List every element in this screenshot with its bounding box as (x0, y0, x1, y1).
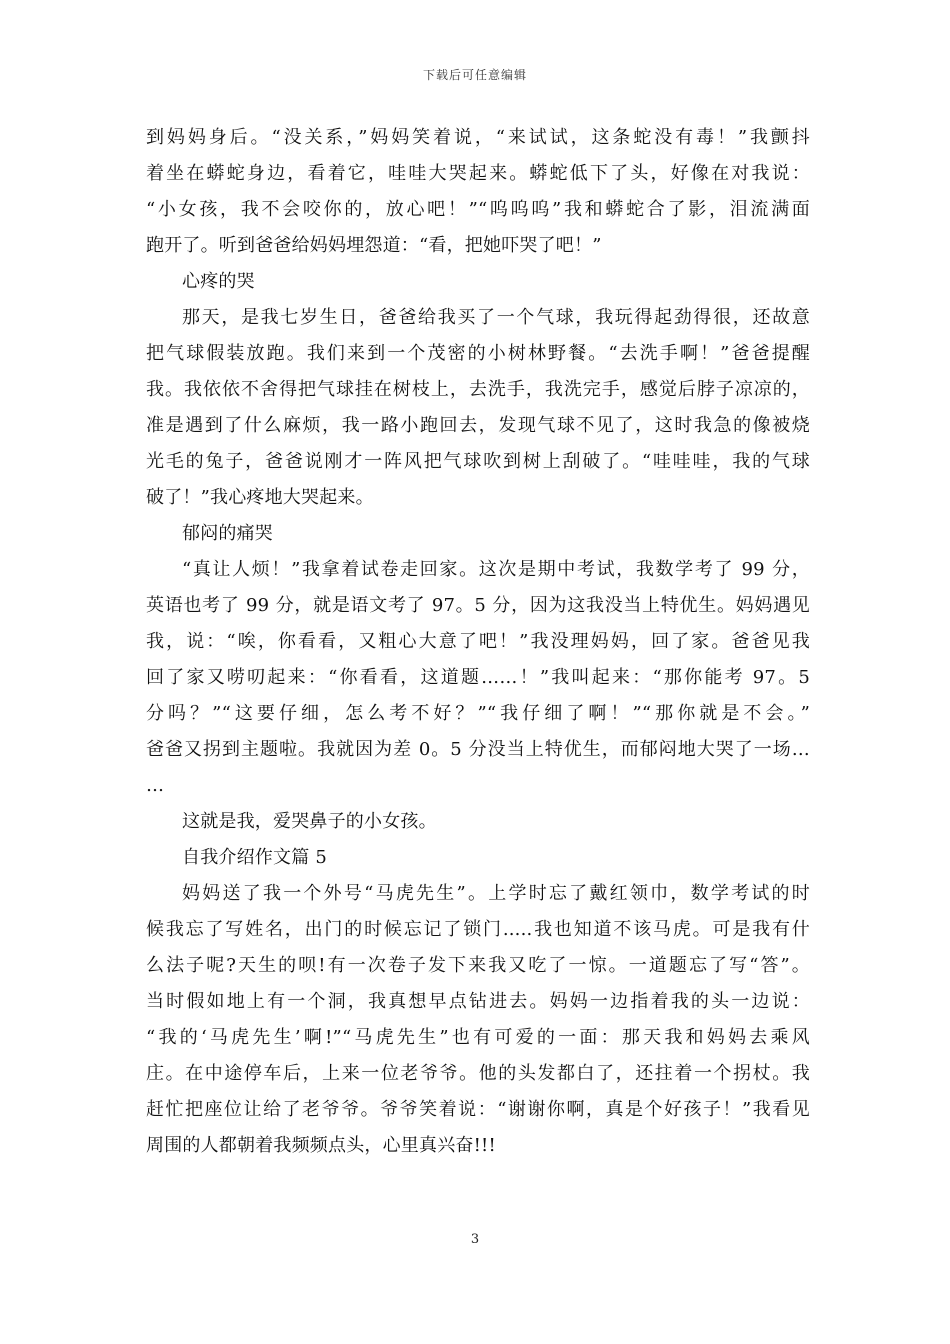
text-line: “小女孩，我不会咬你的，放心吧！”“呜呜呜”我和蟒蛇合了影，泪流满面 (146, 199, 810, 220)
text-line: 把气球假装放跑。我们来到一个茂密的小树林野餐。“去洗手啊！”爸爸提醒 (146, 343, 810, 364)
paragraph (146, 300, 810, 516)
text-line: 庄。在中途停车后，上来一位老爷爷。他的头发都白了，还拄着一个拐杖。我 (146, 1063, 810, 1084)
text-line: “我的‘马虎先生’啊!”“马虎先生”也有可爱的一面：那天我和妈妈去乘风 (146, 1027, 810, 1048)
page-number: 3 (470, 1232, 480, 1247)
paragraph (146, 120, 810, 264)
text-line: 破了！”我心疼地大哭起来。 (146, 487, 374, 508)
text-line: 赶忙把座位让给了老爷爷。爷爷笑着说：“谢谢你啊，真是个好孩子！”我看见 (146, 1099, 810, 1120)
text-line: 准是遇到了什么麻烦，我一路小跑回去，发现气球不见了，这时我急的像被烧 (146, 415, 810, 436)
text-line: 当时假如地上有一个洞，我真想早点钻进去。妈妈一边指着我的头一边说： (146, 991, 810, 1012)
text-line: “真让人烦！”我拿着试卷走回家。这次是期中考试，我数学考了 99 分， (182, 559, 810, 580)
paragraph (146, 876, 810, 1164)
paragraph (146, 804, 810, 840)
section-heading (146, 264, 810, 300)
paragraph (146, 552, 810, 804)
text-line: 这就是我，爱哭鼻子的小女孩。 (182, 811, 437, 832)
text-line: 跑开了。听到爸爸给妈妈埋怨道：“看，把她吓哭了吧！” (146, 235, 602, 256)
text-line: 那天，是我七岁生日，爸爸给我买了一个气球，我玩得起劲得很，还故意 (182, 307, 810, 328)
text-line: 光毛的兔子，爸爸说刚才一阵风把气球吹到树上刮破了。“哇哇哇，我的气球 (146, 451, 810, 472)
text-line: 我，说：“唉，你看看，又粗心大意了吧！”我没理妈妈，回了家。爸爸见我 (146, 631, 810, 652)
document-body (146, 120, 810, 1164)
text-line: 爸爸又拐到主题啦。我就因为差 0。5 分没当上特优生，而郁闷地大哭了一场… (146, 739, 810, 760)
text-line: 到妈妈身后。“没关系，”妈妈笑着说，“来试试，这条蛇没有毒！”我颤抖 (146, 127, 810, 148)
text-line: 英语也考了 99 分，就是语文考了 97。5 分，因为这我没当上特优生。妈妈遇见 (146, 595, 810, 616)
text-line: 分吗？”“这要仔细，怎么考不好？”“我仔细了啊！”“那你就是不会。” (146, 703, 810, 724)
text-line: … (146, 775, 165, 796)
text-line: 候我忘了写姓名，出门的时候忘记了锁门.....我也知道不该马虎。可是我有什 (146, 919, 810, 940)
text-line: 么法子呢?天生的呗!有一次卷子发下来我又吃了一惊。一道题忘了写“答”。 (146, 955, 810, 976)
page-header: 下载后可任意编辑 (422, 68, 527, 82)
text-line: 妈妈送了我一个外号“马虎先生”。上学时忘了戴红领巾，数学考试的时 (182, 883, 810, 904)
heading-text: 自我介绍作文篇 5 (182, 847, 327, 868)
section-heading (146, 516, 810, 552)
text-line: 周围的人都朝着我频频点头，心里真兴奋!!! (146, 1135, 496, 1156)
section-heading (146, 840, 810, 876)
heading-text: 心疼的哭 (182, 271, 255, 292)
text-line: 着坐在蟒蛇身边，看着它，哇哇大哭起来。蟒蛇低下了头，好像在对我说： (146, 163, 810, 184)
text-line: 我。我依依不舍得把气球挂在树枝上，去洗手，我洗完手，感觉后脖子凉凉的， (146, 379, 810, 400)
text-line: 回了家又唠叨起来：“你看看，这道题……！”我叫起来：“那你能考 97。5 (146, 667, 810, 688)
heading-text: 郁闷的痛哭 (182, 523, 273, 544)
